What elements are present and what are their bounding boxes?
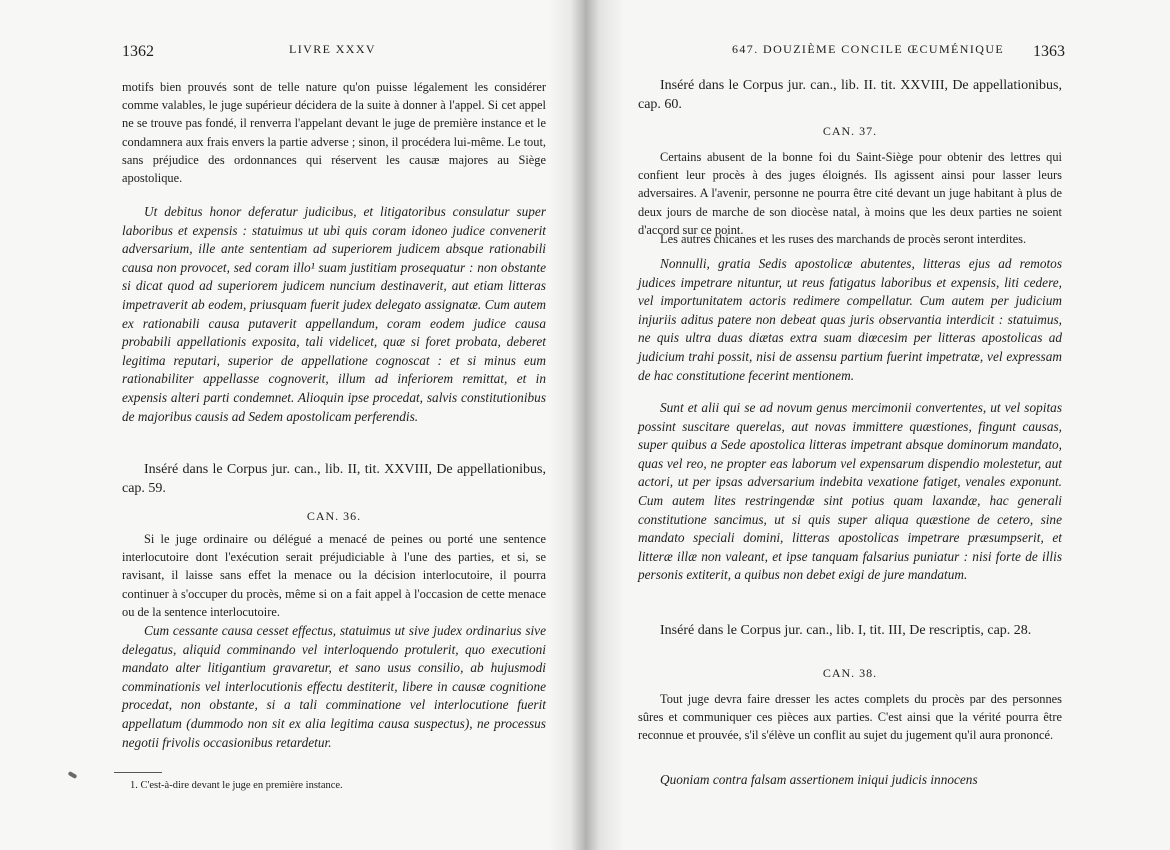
- page-number: 1363: [1033, 43, 1065, 60]
- french-paragraph: Certains abusent de la bonne foi du Saint-Siège pour obtenir des lettres qui confient leur procès à des juges éloignés. Ils agissent ainsi pour lasser leurs adversaires. A l'avenir, personne ne pourra être cité devant un juge habitant à plus de deux jours de marche de son diocèse natal, à moins que les deux parties ne soient d'accord sur ce point.: [638, 150, 1062, 237]
- latin-paragraph: Ut debitus honor deferatur judicibus, et litigatoribus consulatur super laboribus et expensis : statuimus ut ubi quis coram idoneo judice convenerit adversarium, ille ante sententiam ad superiorem judicem absque rationabili causa non provocet, sed coram illo¹ suam justitiam prosequatur : non obstante si dicat quod ad superiorem judicem nuncium destinaverit, aut etiam litteras impetraverit ab eodem, priusquam fuerit judex delegato assignatæ. Cum autem ex rationabili causa putaverit appellandum, coram eodem judice causa probabili appellationis exposita, tali videlicet, quæ si foret probata, deberet legitima reputari, superior de appellatione cognoscat : et si minus eum rationabiliter appellasse cognoverit, illum ad inferiorem remittat, et in expensis alteri parti condemnet. Alioquin ipse procedat, salvis constitutionibus de majoribus causis ad Sedem apostolicam perferendis.: [122, 204, 546, 424]
- corpus-reference: Inséré dans le Corpus jur. can., lib. II, tit. XXVIII, De appellationibus, cap. 59.: [122, 462, 546, 496]
- french-paragraph: Les autres chicanes et les ruses des marchands de procès seront interdites.: [660, 232, 1027, 246]
- corpus-reference: Inséré dans le Corpus jur. can., lib. II. tit. XXVIII, De appellationibus, cap. 60.: [638, 78, 1062, 112]
- latin-paragraph: Cum cessante causa cesset effectus, statuimus ut sive judex ordinarius sive delegatus, aliquid comminando vel interloquendo protulerit, quo executioni mandato alter litigantium gravaretur, et sano usus consilio, ab hujusmodi comminationis vel interlocutionis effectu destiterit, libere in causæ cognitione procedat, non obstante, si a tali comminatione vel interlocutione fuerit appellatum (dummodo non sit ex alia legitima causa suspectus), ne processus negotii frivolis occasionibus retardetur.: [122, 623, 546, 750]
- latin-paragraph: Sunt et alii qui se ad novum genus mercimonii convertentes, ut vel sopitas possint suscitare querelas, aut novas immittere quæstiones, fingunt causas, super quibus a Sede apostolica litteras impetrant absque dominorum mandato, quas vel reo, ne propter eas laborum vel expensarum dispendio molestetur, aut actori, ut per ipsas adversarium indebita vexatione fatiget, venales exponunt. Cum autem lites restringendæ sint potius quam laxandæ, hac generali constitutione sancimus, ut si quis super aliqua quæstione de cetero, sine mandato speciali domini, litteras apostolicas impetrare præsumpserit, et litteræ illæ non valeant, et ipse tanquam falsarius puniatur : nisi forte de illis personis extiterit, a quibus non debet exigi de jure mandatum.: [638, 400, 1062, 583]
- canon-heading: CAN. 36.: [306, 509, 362, 523]
- canon-heading: CAN. 38.: [822, 666, 878, 680]
- page-number: 1362: [122, 43, 154, 60]
- french-paragraph: motifs bien prouvés sont de telle nature qu'on puisse légalement les considérer comme valables, le juge supérieur décidera de la suite à donner à l'appel. Si cet appel ne se trouve pas fondé, il renverra l'appelant devant le juge de première instance et le condamnera aux frais envers la partie adverse ; sinon, il procédera lui-même. Le tout, sans préjudice des ordonnances qui réservent les causæ majores au Siège apostolique.: [122, 80, 546, 186]
- footnote-rule: [114, 772, 162, 773]
- latin-paragraph: Nonnulli, gratia Sedis apostolicæ abutentes, litteras ejus ad remotos judices impetrare nituntur, ut reus fatigatus laboribus et expensis, liti cedere, vel importunitatem actoris redimere compellatur. Cum autem per judicium injuriis aditus patere non debeat quas juris observantia interdicit : statuimus, ne quis ultra duas diætas extra suam diœcesim per litteras apostolicas ad judicium trahi possit, nisi de assensu partium fuerint impetratæ, vel expressam de hac constitutione fecerint mentionem.: [638, 256, 1062, 383]
- paper-mark: [68, 771, 78, 779]
- canon-heading: CAN. 37.: [822, 124, 878, 138]
- french-paragraph: Si le juge ordinaire ou délégué a menacé de peines ou porté une sentence interlocutoire dont l'exécution serait préjudiciable à l'une des parties, et si, se ravisant, il laisse sans effet la menace ou la décision interlocutoire, il pourra continuer à s'occuper du procès, même si on a fait appel à l'occasion de cette menace ou de la sentence interlocutoire.: [122, 532, 546, 619]
- left-page: [0, 0, 584, 850]
- footnote: 1. C'est-à-dire devant le juge en première instance.: [130, 780, 343, 791]
- latin-paragraph: Quoniam contra falsam assertionem iniqui judicis innocens: [660, 772, 978, 787]
- french-paragraph: Tout juge devra faire dresser les actes complets du procès par des personnes sûres et communiquer ces pièces aux parties. C'est ainsi que la vérité pourra être reconnue et prouvée, s'il s'élève un conflit au sujet du jugement qu'il aura prononcé.: [638, 692, 1062, 743]
- running-head: LIVRE XXXV: [289, 42, 376, 56]
- running-head: 647. DOUZIÈME CONCILE ŒCUMÉNIQUE: [732, 42, 1005, 56]
- corpus-reference: Inséré dans le Corpus jur. can., lib. I, tit. III, De rescriptis, cap. 28.: [660, 623, 1032, 638]
- right-page: [584, 0, 1170, 850]
